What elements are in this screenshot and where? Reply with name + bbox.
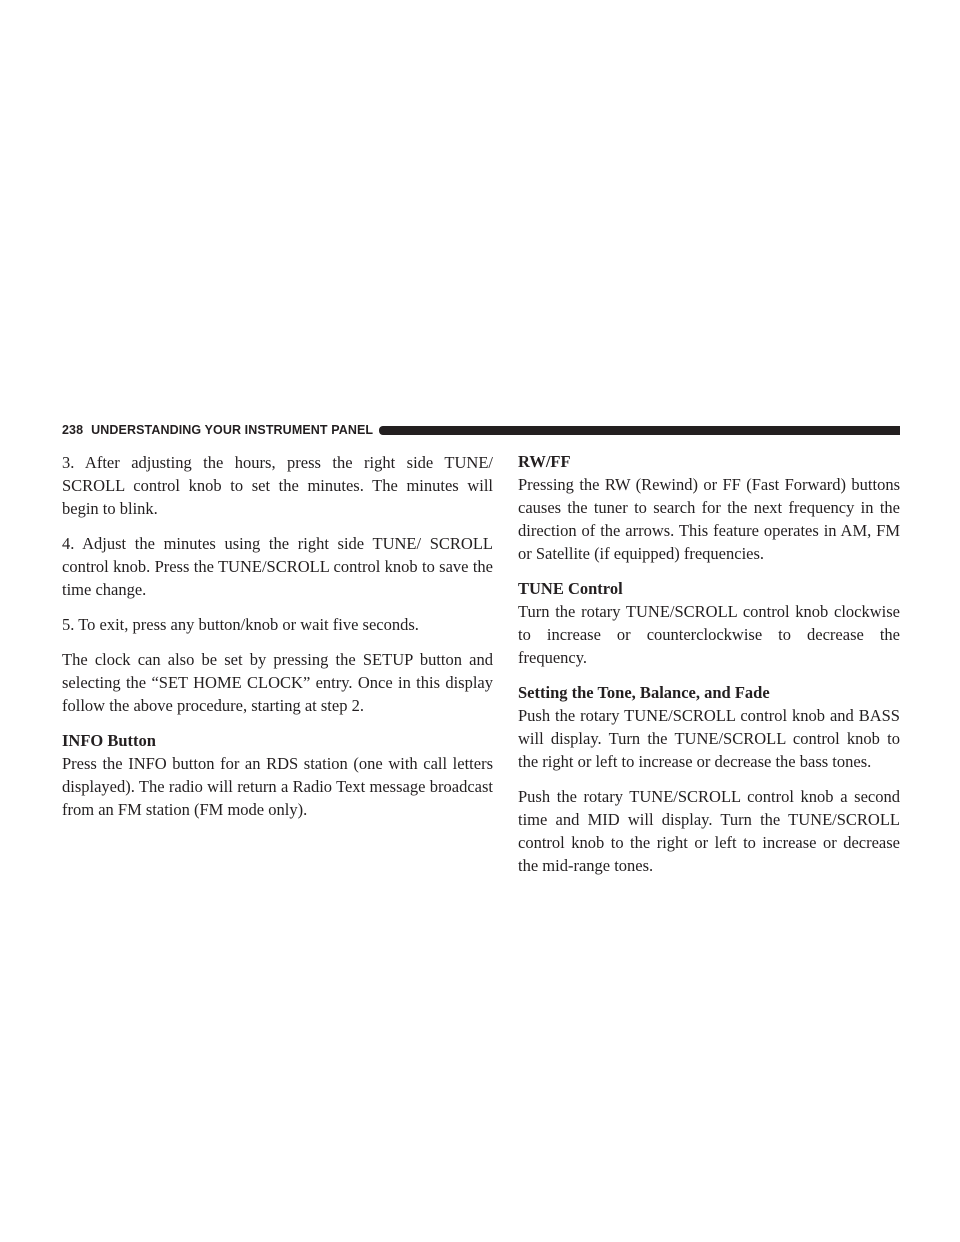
page-number: 238 xyxy=(62,423,84,437)
tone-mid-text: Push the rotary TUNE/SCROLL control knob a second time and MID will display. Turn the TUNE/SCROLL control knob to the right or left to increase or decrease the mid-range tones. xyxy=(518,787,900,875)
left-column xyxy=(62,451,493,833)
header-rule xyxy=(379,426,900,435)
clock-step-5: 5. To exit, press any button/knob or wait five seconds. xyxy=(62,615,419,634)
clock-step-4: 4. Adjust the minutes using the right side TUNE/ SCROLL control knob. Press the TUNE/SCROLL control knob to save the time change. xyxy=(62,534,493,599)
clock-step-3: 3. After adjusting the hours, press the right side TUNE/ SCROLL control knob to set the minutes. The minutes will begin to blink. xyxy=(62,453,493,518)
right-column xyxy=(518,451,900,889)
page-header xyxy=(62,421,900,439)
rwff-heading: RW/FF xyxy=(518,452,571,471)
info-button-heading: INFO Button xyxy=(62,731,156,750)
tune-control-text: Turn the rotary TUNE/SCROLL control knob clockwise to increase or counterclockwise to decrease the frequency. xyxy=(518,602,900,667)
rwff-text: Pressing the RW (Rewind) or FF (Fast Forward) buttons causes the tuner to search for the next frequency in the direction of the arrows. This feature operates in AM, FM or Satellite (if equipped) frequencies. xyxy=(518,475,900,563)
tone-heading: Setting the Tone, Balance, and Fade xyxy=(518,683,770,702)
tone-bass-text: Push the rotary TUNE/SCROLL control knob and BASS will display. Turn the TUNE/SCROLL control knob to the right or left to increase or decrease the bass tones. xyxy=(518,706,900,771)
tune-control-heading: TUNE Control xyxy=(518,579,623,598)
info-button-text: Press the INFO button for an RDS station (one with call letters displayed). The radio will return a Radio Text message broadcast from an FM station (FM mode only). xyxy=(62,754,493,819)
section-title: UNDERSTANDING YOUR INSTRUMENT PANEL xyxy=(91,423,374,437)
clock-setup-note: The clock can also be set by pressing the SETUP button and selecting the “SET HOME CLOCK” entry. Once in this display follow the above procedure, starting at step 2. xyxy=(62,650,493,715)
